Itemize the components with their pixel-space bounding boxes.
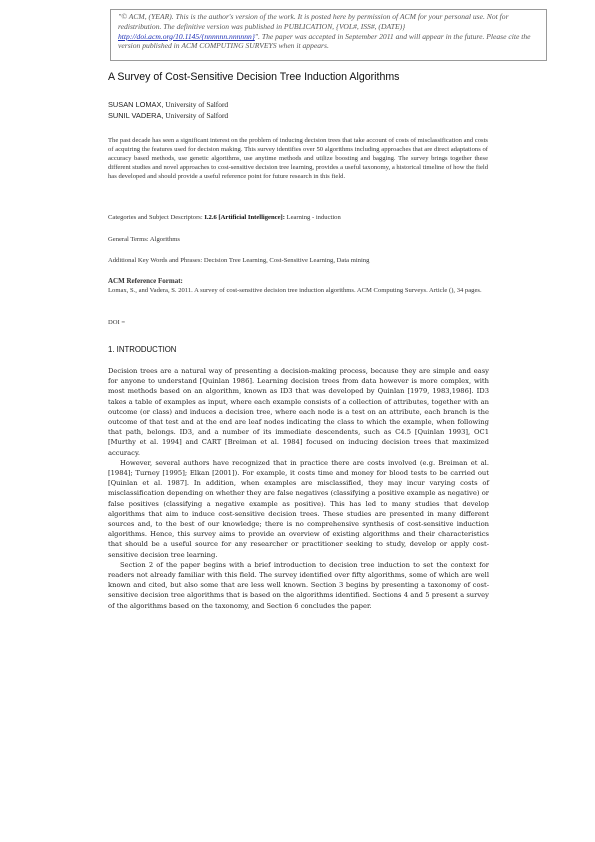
acm-reference-text: Lomax, S., and Vadera, S. 2011. A survey of cost-sensitive decision tree induction algorithms. ACM Computing Surveys. Article (), 34 pages. <box>108 287 482 294</box>
author-line <box>108 99 228 110</box>
general-terms: General Terms: Algorithms <box>108 236 180 243</box>
section-body <box>108 366 489 611</box>
author-affiliation: University of Salford <box>163 111 229 120</box>
categories-code: I.2.6 [Artificial Intelligence]: <box>204 214 285 221</box>
doi-link[interactable]: http://doi.acm.org/10.1145/{nnnnnn.nnnnnn} <box>118 31 255 41</box>
notice-text-end: ". The paper was accepted in September 2011 and will appear in the future. Please cite the version published in ACM COMPUTING SURVEYS when it appears. <box>118 31 531 51</box>
copyright-notice <box>110 9 547 61</box>
subject-categories <box>108 213 488 222</box>
acm-reference <box>108 277 488 295</box>
author-line <box>108 110 228 121</box>
paper-title: A Survey of Cost-Sensitive Decision Tree Induction Algorithms <box>108 71 400 83</box>
categories-label: Categories and Subject Descriptors: <box>108 214 205 221</box>
paragraph: Decision trees are a natural way of presenting a decision-making process, because they are simple and easy for anyone to understand [Quinlan 1986]. Learning decision trees from data however is more complex, with most methods based on an algorithm, known as ID3 that was developed by Quinlan [1979, 1983,1986]. ID3 takes a table of examples as input, where each example consists of a collection of attributes, together with an outcome (or class) and induces a decision tree, where each node is a test on an attribute, each branch is the outcome of that test and at the end are leaf nodes indicating the class to which the example, when following that path, belongs. ID3, and a number of its immediate descendents, such as C4.5 [Quinlan 1993], OC1 [Murthy et al. 1994] and CART [Breiman et al. 1984] focused on inducing decision trees that maximized accuracy. <box>108 367 489 457</box>
categories-value: Learning - induction <box>284 214 341 221</box>
paragraph: However, several authors have recognized that in practice there are costs involved (e.g. Breiman et al. [1984]; Turney [1995]; Elkan [2001]). For example, it costs time and money for blood tests to be carried out [Quinlan et al. 1987]. In addition, when examples are misclassified, they may incur varying costs of misclassification depending on whether they are false negatives (classifying a positive example as negative) or false positives (classifying a negative example as positive). This has led to many studies that develop algorithms that aim to induce cost-sensitive decision trees. These studies are presented in many different sources and, to the best of our knowledge; there is no comprehensive synthesis of cost-sensitive induction algorithms. Hence, this survey aims to provide an overview of existing algorithms and their characteristics that should be a useful source for any researcher or practitioner seeking to study, develop or apply cost-sensitive decision tree learning. <box>108 458 489 559</box>
keywords: Additional Key Words and Phrases: Decision Tree Learning, Cost-Sensitive Learning, Data mining <box>108 257 370 264</box>
author-affiliation: University of Salford <box>163 100 229 109</box>
author-name: SUNIL VADERA, <box>108 111 164 120</box>
author-list <box>108 99 228 121</box>
paragraph: Section 2 of the paper begins with a brief introduction to decision tree induction to set the context for readers not already familiar with this field. The survey identified over fifty algorithms, some of which are well known and cited, but also some that are less well known. Section 3 begins by presenting a taxonomy of cost-sensitive decision tree algorithms that is based on the algorithms identified. Sections 4 and 5 present a survey of the algorithms based on the taxonomy, and Section 6 concludes the paper. <box>108 560 489 610</box>
doi-line: DOI = <box>108 319 126 326</box>
notice-text-start: "© ACM, (YEAR). This is the author's version of the work. It is posted here by permission of ACM for your personal use. Not for redistribution. The definitive version was published in PUBLICATION, {VOL#, ISS#, (DATE)} <box>118 12 509 31</box>
abstract: The past decade has seen a significant interest on the problem of inducing decision trees that take account of costs of misclassification and costs of acquiring the features used for decision making. This survey identifies over 50 algorithms including approaches that are direct adaptations of accuracy based methods, use genetic algorithms, use anytime methods and utilize boosting and bagging. The survey brings together these different studies and novel approaches to cost-sensitive decision tree learning, provides a useful taxonomy, a historical timeline of how the field has developed and should provide a useful reference point for future research in this field. <box>108 137 488 181</box>
author-name: SUSAN LOMAX, <box>108 100 164 109</box>
section-heading: 1. INTRODUCTION <box>108 345 177 354</box>
acm-reference-heading: ACM Reference Format: <box>108 277 183 285</box>
